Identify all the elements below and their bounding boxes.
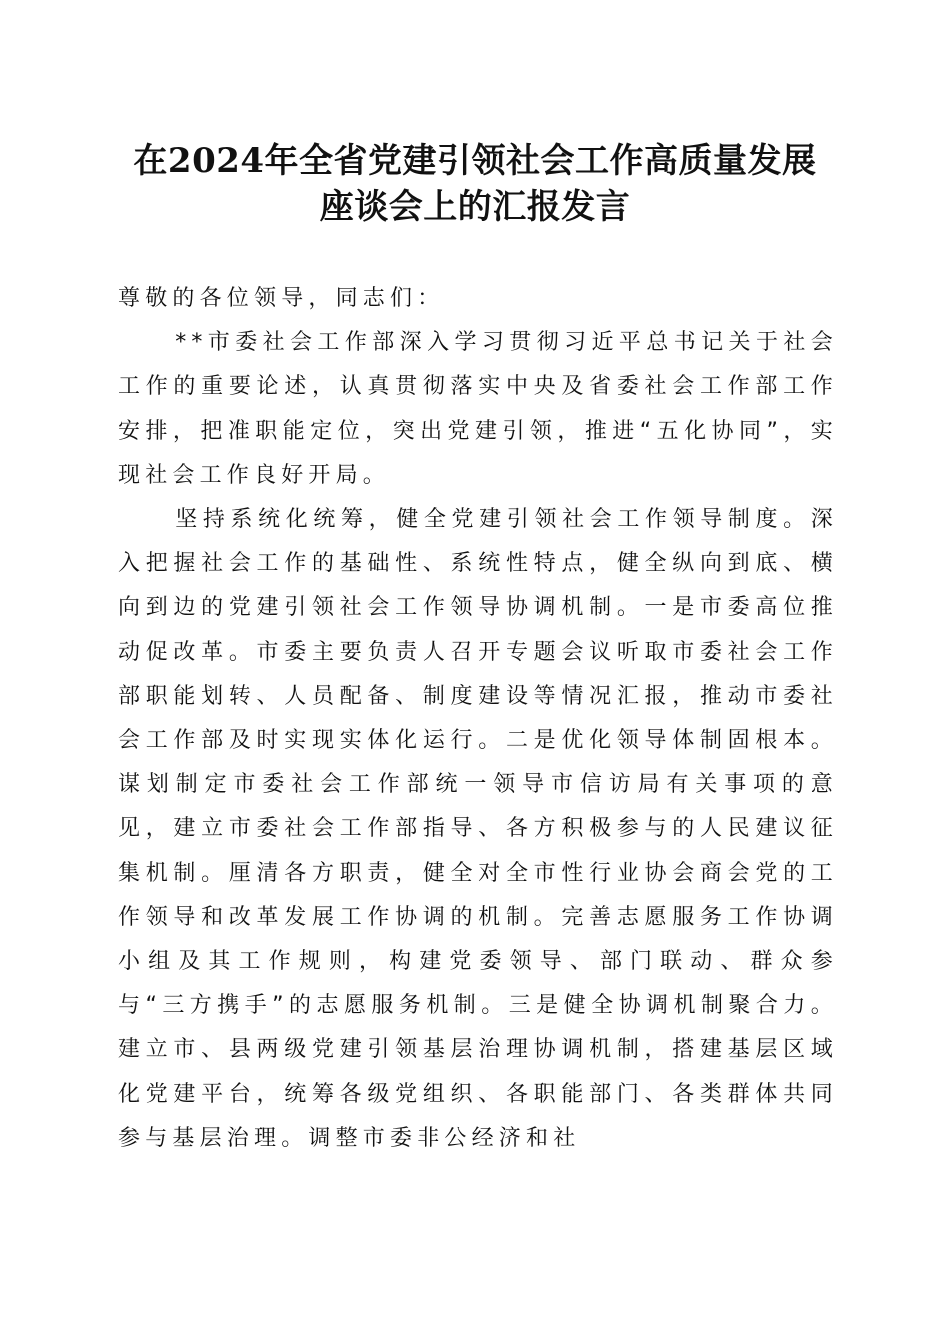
document-title xyxy=(100,138,850,230)
greeting: 尊敬的各位领导，同志们： xyxy=(118,286,445,311)
paragraph-intro: **市委社会工作部深入学习贯彻习近平总书记关于社会工作的重要论述，认真贯彻落实中央及省委社会工作部工作安排，把准职能定位，突出党建引领，推进“五化协同”，实现社会工作良好开局。 xyxy=(118,330,838,488)
title-line-2: 座谈会上的汇报发言 xyxy=(319,187,631,227)
document-body xyxy=(118,277,838,1161)
paragraph-systematic-coordination: 坚持系统化统筹，健全党建引领社会工作领导制度。深入把握社会工作的基础性、系统性特点，健全纵向到底、横向到边的党建引领社会工作领导协调机制。一是市委高位推动促改革。市委主要负责人召开专题会议听取市委社会工作部职能划转、人员配备、制度建设等情况汇报，推动市委社会工作部及时实现实体化运行。二是优化领导体制固根本。谋划制定市委社会工作部统一领导市信访局有关事项的意见，建立市委社会工作部指导、各方积极参与的人民建议征集机制。厘清各方职责，健全对全市性行业协会商会党的工作领导和改革发展工作协调的机制。完善志愿服务工作协调小组及其工作规则，构建党委领导、部门联动、群众参与“三方携手”的志愿服务机制。三是健全协调机制聚合力。建立市、县两级党建引领基层治理协调机制，搭建基层区域化党建平台，统筹各级党组织、各职能部门、各类群体共同参与基层治理。调整市委非公经济和社 xyxy=(118,507,838,1151)
title-line-1: 在2024年全省党建引领社会工作高质量发展 xyxy=(133,141,817,181)
